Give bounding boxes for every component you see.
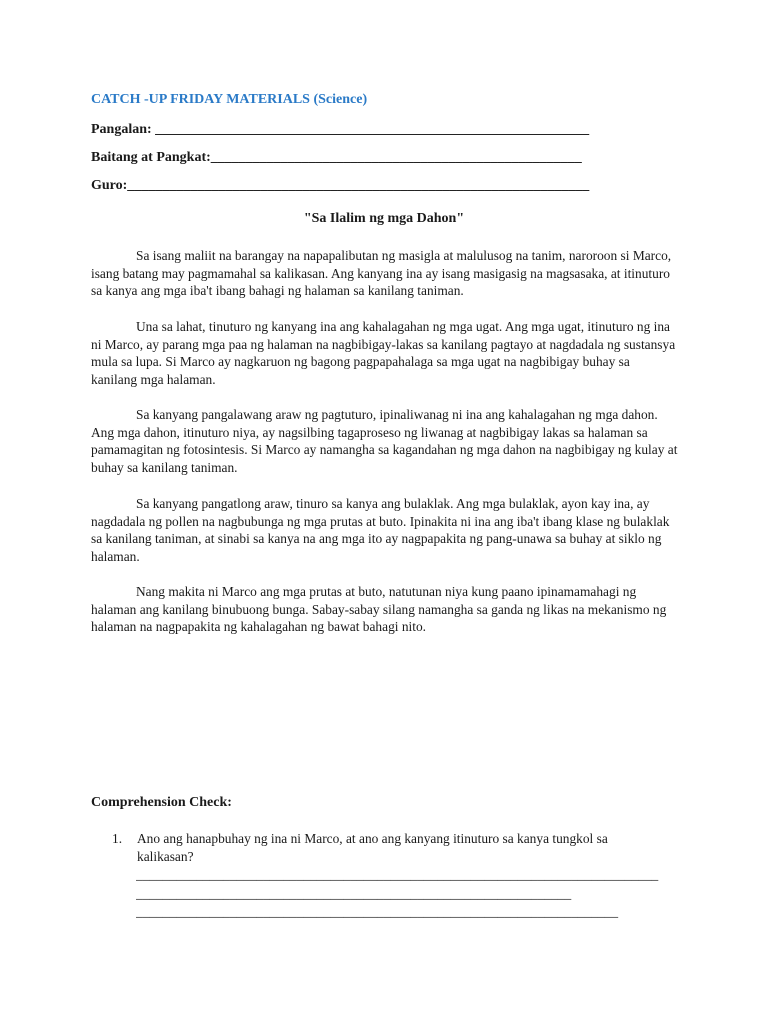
answer-line[interactable]: ________________________________________________________________________ <box>136 904 619 919</box>
story-paragraph: Sa isang maliit na barangay na napapalibutan ng masigla at malulusog na tanim, naroroon si Marco, isang batang may pagmamahal sa kalikasan. Ang kanyang ina ay isang masigasig na magsasaka, at itinuturo sa kanya ang mga iba't ibang bahagi ng halaman sa kanilang taniman. <box>91 248 672 299</box>
story-paragraph: Nang makita ni Marco ang mga prutas at buto, natutunan niya kung paano ipinamamahagi ng halaman ang kanilang binubuong bunga. Sabay-sabay silang namangha sa ganda ng likas na mekanismo ng halaman na nagpapakita ng kahalagahan ng bawat bahagi nito. <box>91 584 667 635</box>
question-number: 1. <box>112 831 123 846</box>
story-paragraph: Una sa lahat, tinuturo ng kanyang ina ang kahalagahan ng mga ugat. Ang mga ugat, itinuturo ng ina ni Marco, ay parang mga paa ng halaman na nagbibigay-lakas sa kanilang pagtayo at nagdadala ng sustansya mula sa lupa. Si Marco ay nagkaruon ng bagong pagpapahalaga sa mga ugat na nagbibigay buhay sa kanilang mga halaman. <box>91 319 676 387</box>
comprehension-heading: Comprehension Check: <box>91 795 232 810</box>
document-header-title: CATCH -UP FRIDAY MATERIALS (Science) <box>91 92 368 107</box>
name-field: Pangalan: ______________________________________________________________ <box>91 122 590 137</box>
story-paragraph: Sa kanyang pangatlong araw, tinuro sa kanya ang bulaklak. Ang mga bulaklak, ayon kay ina, ay nagdadala ng pollen na nagbubunga ng mga prutas at buto. Ipinakita ni ina ang iba't ibang klase ng bulaklak sa kanilang taniman, at sinabi sa kanya na ang mga ito ay nagpapakita ng pang-unawa sa buhay at siklo ng halaman. <box>91 496 670 564</box>
grade-section-field: Baitang at Pangkat:_____________________________________________________ <box>91 150 582 165</box>
story-paragraph: Sa kanyang pangalawang araw ng pagtuturo, ipinaliwanag ni ina ang kahalagahan ng mga dahon. Ang mga dahon, itinuturo niya, ay nagsilbing tagaproseso ng liwanag at nagbibigay lakas sa halaman sa pamamagitan ng fotosintesis. Si Marco ay namangha sa kagandahan ng mga dahon na nagbibigay ng kulay at buhay sa kanilang taniman. <box>91 407 678 475</box>
question-text: Ano ang hanapbuhay ng ina ni Marco, at ano ang kanyang itinuturo sa kanya tungkol sa kalikasan? <box>137 831 608 864</box>
story-title: "Sa Ilalim ng mga Dahon" <box>303 211 465 226</box>
answer-line[interactable]: ______________________________________________________________________________ <box>136 867 659 882</box>
teacher-field: Guro:__________________________________________________________________ <box>91 178 590 193</box>
answer-line[interactable]: _________________________________________________________________ <box>136 886 572 901</box>
